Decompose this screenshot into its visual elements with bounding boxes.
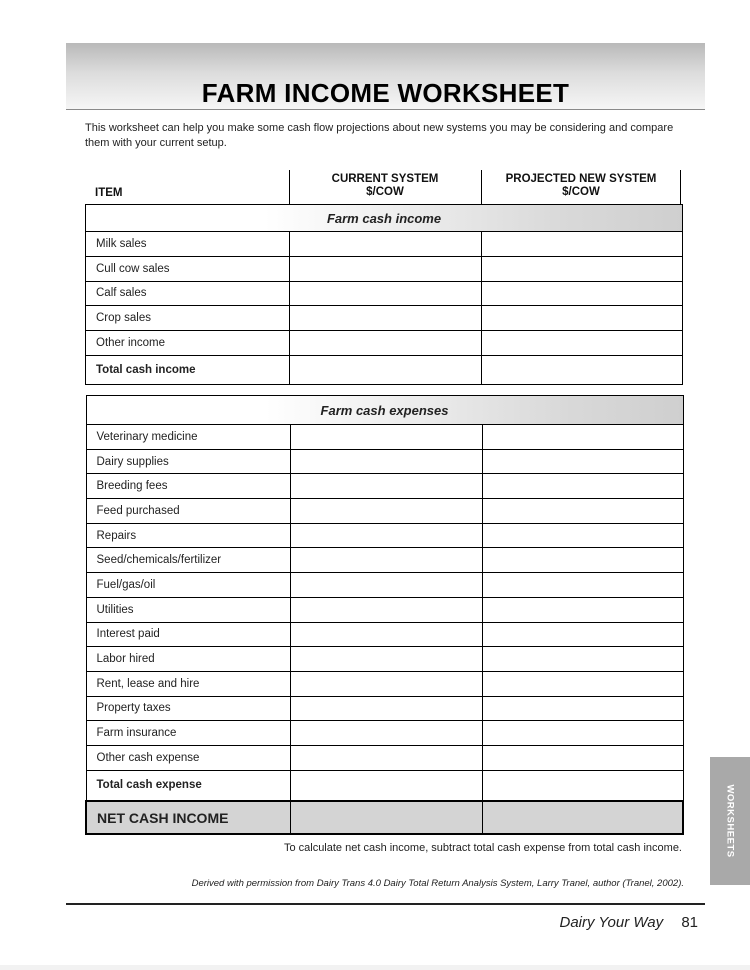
section-header [86, 205, 683, 232]
current-system-cell[interactable] [290, 256, 482, 281]
column-header-projected-unit: $/COW [562, 186, 600, 198]
table-row [86, 232, 683, 257]
page-footer [559, 914, 698, 931]
intro-paragraph: This worksheet can help you make some cash flow projections about new systems you may be considering and compare them with your current setup. [85, 122, 674, 149]
table-row [86, 647, 683, 672]
total-row [86, 355, 683, 384]
column-header-current [289, 173, 481, 199]
table-row [86, 306, 683, 331]
row-label: Property taxes [86, 696, 290, 721]
calculation-note: To calculate net cash income, subtract total cash expense from total cash income. [283, 842, 682, 854]
current-system-cell[interactable] [290, 696, 482, 721]
current-system-cell[interactable] [290, 474, 482, 499]
current-system-cell[interactable] [290, 647, 482, 672]
projected-system-cell[interactable] [482, 745, 683, 770]
page-edge [0, 965, 750, 970]
column-header-current-unit: $/COW [366, 186, 404, 198]
projected-system-cell[interactable] [482, 597, 683, 622]
column-divider [481, 170, 482, 204]
current-system-cell[interactable] [290, 449, 482, 474]
projected-system-cell[interactable] [482, 523, 683, 548]
projected-system-cell[interactable] [482, 425, 683, 450]
projected-system-cell[interactable] [482, 622, 683, 647]
expenses-table [85, 395, 684, 835]
table-row [86, 499, 683, 524]
row-label: Total cash expense [86, 770, 290, 801]
column-divider [289, 170, 290, 204]
worksheets-tab-label: WORKSHEETS [724, 784, 736, 858]
current-system-cell[interactable] [290, 281, 482, 306]
current-system-cell[interactable] [290, 232, 482, 257]
column-header-projected-title: PROJECTED NEW SYSTEM [505, 173, 657, 185]
table-row [86, 474, 683, 499]
projected-system-cell[interactable] [482, 548, 683, 573]
row-label: Total cash income [86, 355, 290, 384]
table-row [86, 622, 683, 647]
footer-rule [66, 903, 705, 905]
row-label: Veterinary medicine [86, 425, 290, 450]
table-row [86, 281, 683, 306]
row-label: Labor hired [86, 647, 290, 672]
current-system-cell[interactable] [290, 523, 482, 548]
page-title: FARM INCOME WORKSHEET [201, 78, 570, 108]
table-row [86, 671, 683, 696]
section-title: Farm cash expenses [87, 396, 683, 424]
page-number: 81 [681, 914, 698, 931]
table-row [86, 449, 683, 474]
table-row [86, 745, 683, 770]
worksheets-tab[interactable] [710, 757, 750, 885]
row-label: Rent, lease and hire [86, 671, 290, 696]
table-row [86, 696, 683, 721]
table-row [86, 331, 683, 356]
current-system-cell[interactable] [290, 548, 482, 573]
current-system-cell[interactable] [290, 499, 482, 524]
row-label: Other income [86, 331, 290, 356]
current-system-cell[interactable] [290, 801, 482, 834]
table-row [86, 425, 683, 450]
column-header-item: ITEM [95, 187, 123, 199]
row-label: Farm insurance [86, 721, 290, 746]
row-label: Breeding fees [86, 474, 290, 499]
projected-system-cell[interactable] [482, 696, 683, 721]
table-row [86, 523, 683, 548]
row-label: Utilities [86, 597, 290, 622]
current-system-cell[interactable] [290, 770, 482, 801]
section-header-row [86, 205, 683, 232]
table-row [86, 256, 683, 281]
current-system-cell[interactable] [290, 573, 482, 598]
income-table [85, 204, 683, 385]
current-system-cell[interactable] [290, 671, 482, 696]
table-row [86, 573, 683, 598]
total-row [86, 770, 683, 801]
row-label: NET CASH INCOME [86, 801, 290, 834]
projected-system-cell[interactable] [482, 573, 683, 598]
title-rule [66, 109, 705, 110]
current-system-cell[interactable] [290, 425, 482, 450]
row-label: Cull cow sales [86, 256, 290, 281]
projected-system-cell[interactable] [482, 647, 683, 672]
projected-system-cell[interactable] [482, 256, 683, 281]
current-system-cell[interactable] [290, 355, 482, 384]
row-label: Other cash expense [86, 745, 290, 770]
current-system-cell[interactable] [290, 331, 482, 356]
projected-system-cell[interactable] [482, 449, 683, 474]
row-label: Feed purchased [86, 499, 290, 524]
current-system-cell[interactable] [290, 745, 482, 770]
projected-system-cell[interactable] [482, 355, 683, 384]
column-header-projected [481, 173, 681, 199]
section-title: Farm cash income [86, 205, 682, 231]
projected-system-cell[interactable] [482, 801, 683, 834]
column-divider [680, 170, 681, 204]
projected-system-cell[interactable] [482, 232, 683, 257]
projected-system-cell[interactable] [482, 281, 683, 306]
source-credit: Derived with permission from Dairy Trans 4.0 Dairy Total Return Analysis System, Larry Tranel, author (Tranel, 2002). [191, 878, 684, 889]
table-row [86, 548, 683, 573]
projected-system-cell[interactable] [482, 721, 683, 746]
row-label: Seed/chemicals/fertilizer [86, 548, 290, 573]
projected-system-cell[interactable] [482, 499, 683, 524]
row-label: Milk sales [86, 232, 290, 257]
row-label: Fuel/gas/oil [86, 573, 290, 598]
row-label: Calf sales [86, 281, 290, 306]
publication-name: Dairy Your Way [559, 914, 664, 931]
row-label: Crop sales [86, 306, 290, 331]
projected-system-cell[interactable] [482, 331, 683, 356]
current-system-cell[interactable] [290, 597, 482, 622]
section-header [86, 396, 683, 425]
projected-system-cell[interactable] [482, 306, 683, 331]
section-header-row [86, 396, 683, 425]
projected-system-cell[interactable] [482, 770, 683, 801]
row-label: Interest paid [86, 622, 290, 647]
table-row [86, 597, 683, 622]
column-header-current-title: CURRENT SYSTEM [331, 173, 439, 185]
current-system-cell[interactable] [290, 622, 482, 647]
row-label: Repairs [86, 523, 290, 548]
net-row [86, 801, 683, 834]
row-label: Dairy supplies [86, 449, 290, 474]
current-system-cell[interactable] [290, 721, 482, 746]
current-system-cell[interactable] [290, 306, 482, 331]
projected-system-cell[interactable] [482, 474, 683, 499]
projected-system-cell[interactable] [482, 671, 683, 696]
table-row [86, 721, 683, 746]
